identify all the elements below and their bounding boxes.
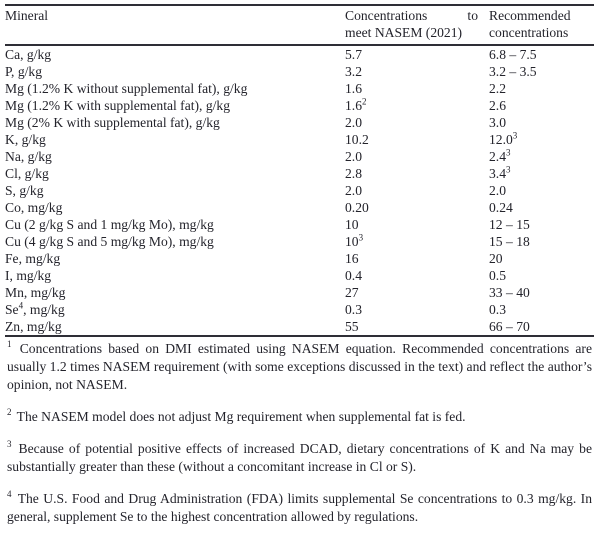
cell-mineral: Cu (2 g/kg S and 1 mg/kg Mo), mg/kg — [5, 217, 214, 232]
footnote: $^2$ The NASEM model does not adjust Mg requirement when supplemental fat is fed. — [7, 407, 466, 424]
header-row — [5, 5, 594, 45]
cell-mineral: Mg (2% K with supplemental fat), g/kg — [5, 115, 220, 130]
header-cell-nasem — [345, 5, 489, 45]
cell-nasem-value: 0.20 — [345, 200, 369, 215]
table-row — [5, 233, 594, 250]
cell-mineral: Mn, mg/kg — [5, 285, 66, 300]
cell-recommended-value: $2.4^3$ — [489, 147, 511, 164]
cell-nasem-value: $1.6^2$ — [345, 96, 367, 113]
table-row — [5, 148, 594, 165]
cell-mineral: Fe, mg/kg — [5, 251, 61, 266]
table-header — [5, 5, 594, 45]
cell-mineral: Co, mg/kg — [5, 200, 63, 215]
cell-recommended-value: 2.0 — [489, 183, 506, 198]
table-body — [5, 45, 594, 336]
cell-nasem-value: 3.2 — [345, 64, 362, 79]
cell-mineral: S, g/kg — [5, 183, 44, 198]
cell-recommended-value: 20 — [489, 251, 503, 266]
header-nasem-line2: meet NASEM (2021) — [345, 25, 463, 40]
cell-mineral: I, mg/kg — [5, 268, 52, 283]
footnote-marker: 3 — [506, 147, 511, 158]
header-cell-recommended — [489, 5, 594, 45]
footnote-marker: 4 — [18, 300, 24, 311]
footnote-marker: 4 — [7, 489, 12, 500]
header-cell-mineral — [5, 5, 345, 45]
footnote-marker: 3 — [358, 232, 364, 243]
footnote-marker: 2 — [7, 407, 12, 418]
header-nasem-line1 — [345, 7, 478, 24]
header-rec-line2: concentrations — [489, 25, 569, 40]
cell-recommended-value: 33 – 40 — [489, 285, 530, 300]
cell-recommended-value: 12.0$^3$ — [489, 130, 518, 147]
table-row — [5, 97, 594, 114]
table-row — [5, 165, 594, 182]
table-row — [5, 80, 594, 97]
cell-recommended-value: 6.8 – 7.5 — [489, 47, 537, 62]
cell-mineral: Mg (1.2% K without supplemental fat), g/kg — [5, 81, 248, 96]
table-row — [5, 63, 594, 80]
cell-nasem-value: 10 — [345, 217, 359, 232]
footnote: $^1$ Concentrations based on DMI estimated using NASEM equation. Recommended concentrations are usually 1.2 times NASEM requirement (with some exceptions discussed in the text) and reflect the author’s opinion, not NASEM. — [7, 339, 592, 392]
cell-recommended-value: 66 – 70 — [489, 319, 530, 334]
cell-recommended-value: 0.24 — [489, 200, 513, 215]
table-row — [5, 131, 594, 148]
cell-recommended-value: 2.6 — [489, 98, 506, 113]
cell-recommended-value: $3.4^3$ — [489, 164, 511, 181]
cell-nasem-value: 1.6 — [345, 81, 362, 96]
cell-nasem-value: 2.0 — [345, 115, 362, 130]
cell-nasem-value: 16 — [345, 251, 359, 266]
cell-mineral: K, g/kg — [5, 132, 46, 147]
cell-nasem-value: 10.2 — [345, 132, 369, 147]
cell-nasem-value: 2.0 — [345, 183, 362, 198]
cell-recommended-value: 2.2 — [489, 81, 506, 96]
table-row — [5, 284, 594, 301]
table-row — [5, 199, 594, 216]
cell-nasem-value: 0.4 — [345, 268, 362, 283]
table-row — [5, 267, 594, 284]
header-nasem-word2: to — [467, 8, 478, 23]
footnote-marker: 3 — [512, 130, 518, 141]
cell-mineral: Zn, mg/kg — [5, 319, 62, 334]
footnote: $^4$ The U.S. Food and Drug Administration (FDA) limits supplemental Se concentrations to 0.3 mg/kg. In general, supplement Se to the highest concentration allowed by regulations. — [7, 489, 592, 524]
header-nasem-word1: Concentrations — [345, 8, 428, 23]
cell-mineral: Ca, g/kg — [5, 47, 52, 62]
cell-nasem-value: 0.3 — [345, 302, 362, 317]
footnote-marker: 1 — [7, 339, 12, 350]
cell-recommended-value: 15 – 18 — [489, 234, 530, 249]
table-row — [5, 45, 594, 63]
cell-mineral: Cu (4 g/kg S and 5 mg/kg Mo), mg/kg — [5, 234, 214, 249]
cell-mineral: Cl, g/kg — [5, 166, 49, 181]
cell-nasem-value: 27 — [345, 285, 359, 300]
footnote: $^3$ Because of potential positive effects of increased DCAD, dietary concentrations of K and Na may be substantially greater than these (without a concomitant increase in Cl or S). — [7, 439, 592, 474]
cell-nasem-value: 2.8 — [345, 166, 362, 181]
footnote-marker: 2 — [362, 96, 367, 107]
table-row — [5, 318, 594, 336]
cell-recommended-value: 3.0 — [489, 115, 506, 130]
cell-nasem-value: 5.7 — [345, 47, 362, 62]
cell-nasem-value: 55 — [345, 319, 359, 334]
table-row — [5, 301, 594, 318]
header-rec-line1: Recommended — [489, 8, 571, 23]
header-mineral-label: Mineral — [5, 8, 49, 23]
cell-recommended-value: 12 – 15 — [489, 217, 530, 232]
cell-mineral: P, g/kg — [5, 64, 43, 79]
cell-recommended-value: 0.5 — [489, 268, 506, 283]
cell-recommended-value: 0.3 — [489, 302, 506, 317]
table-row — [5, 216, 594, 233]
footnotes-section — [5, 337, 594, 526]
cell-nasem-value: $10^3$ — [345, 232, 364, 249]
table-row — [5, 182, 594, 199]
cell-mineral: Mg (1.2% K with supplemental fat), g/kg — [5, 98, 231, 113]
footnote-marker: 3 — [7, 439, 12, 450]
mineral-concentrations-table — [5, 4, 594, 337]
table-row — [5, 114, 594, 131]
footnote-marker: 3 — [506, 164, 511, 175]
table-row — [5, 250, 594, 267]
cell-mineral: Se$^4$, mg/kg — [5, 300, 65, 317]
cell-mineral: Na, g/kg — [5, 149, 52, 164]
cell-recommended-value: 3.2 – 3.5 — [489, 64, 537, 79]
cell-nasem-value: 2.0 — [345, 149, 362, 164]
